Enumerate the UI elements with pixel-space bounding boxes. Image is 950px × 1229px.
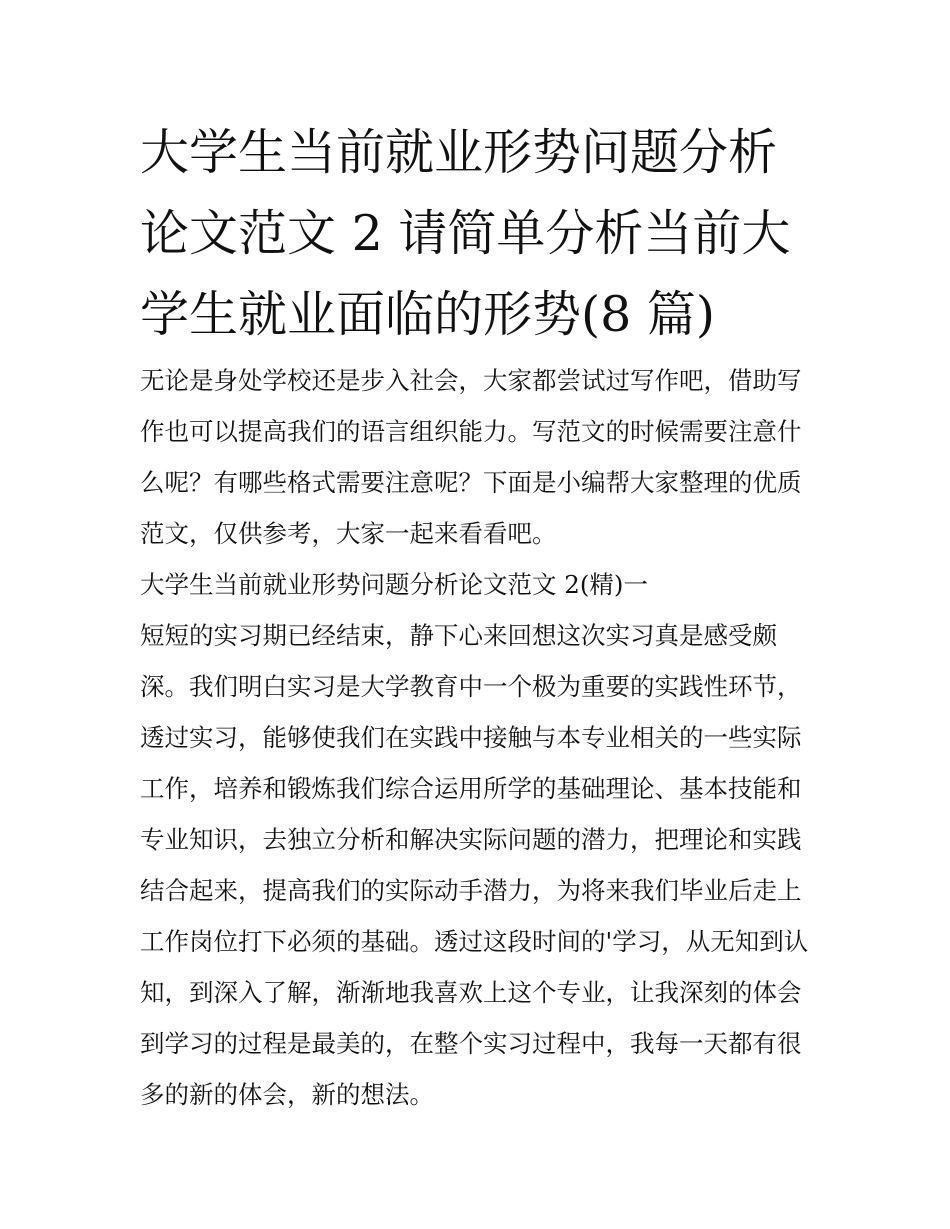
title-line-2: 论文范文 2 请简单分析当前大 <box>140 205 791 262</box>
title-line-1: 大学生当前就业形势问题分析 <box>140 124 778 181</box>
document-title <box>140 112 820 355</box>
intro-paragraph: 无论是身处学校还是步入社会，大家都尝试过写作吧，借助写作也可以提高我们的语言组织能力。写范文的时候需要注意什么呢？有哪些格式需要注意呢？下面是小编帮大家整理的优质范文，仅供参考，大家一起来看看吧。 <box>140 366 802 548</box>
section-heading: 大学生当前就业形势问题分析论文范文 2(精)一 <box>140 570 648 599</box>
body-paragraph: 短短的实习期已经结束，静下心来回想这次实习真是感受颇深。我们明白实习是大学教育中一个极为重要的实践性环节，透过实习，能够使我们在实践中接触与本专业相关的一些实际工作，培养和锻炼我们综合运用所学的基础理论、基本技能和专业知识，去独立分析和解决实际问题的潜力，把理论和实践结合起来，提高我们的实际动手潜力，为将来我们毕业后走上工作岗位打下必须的基础。透过这段时间的'学习，从无知到认知，到深入了解，渐渐地我喜欢上这个专业，让我深刻的体会到学习的过程是最美的，在整个实习过程中，我每一天都有很多的新的体会，新的想法。 <box>140 621 809 1109</box>
title-line-3: 学生就业面临的形势(8 篇) <box>140 286 715 343</box>
